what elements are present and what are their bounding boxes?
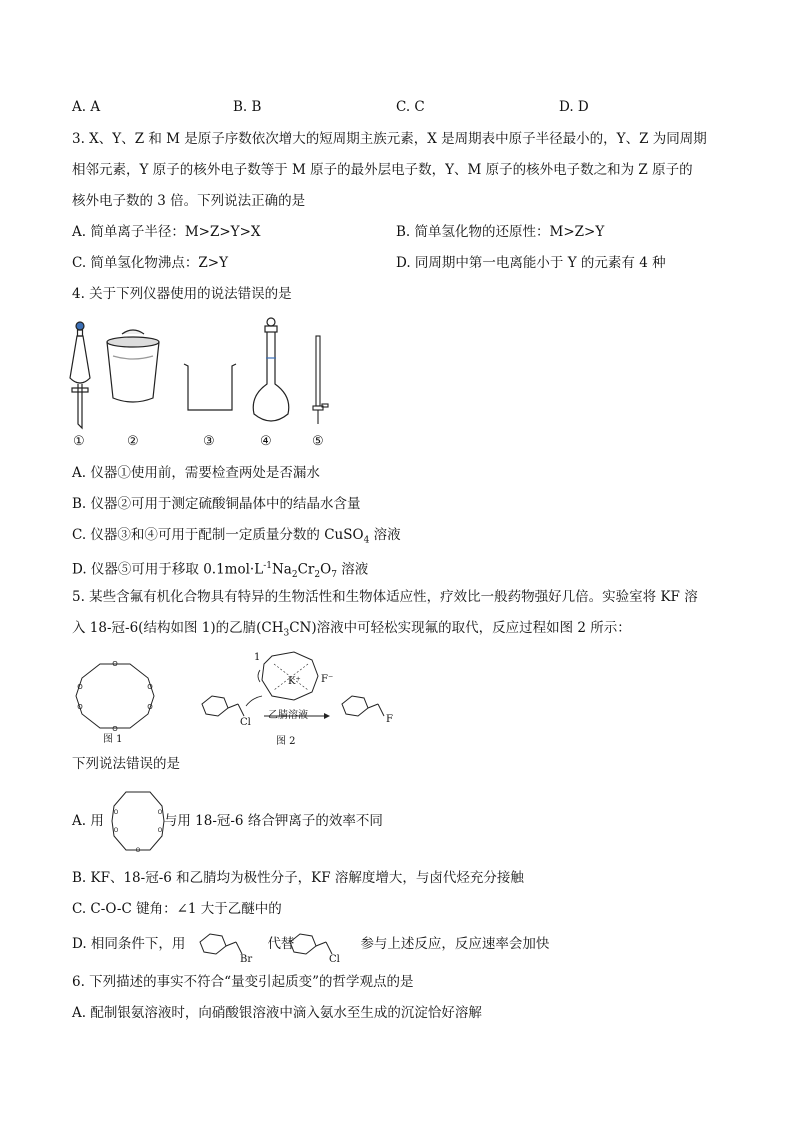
q6-stem: 6. 下列描述的事实不符合“量变引起质变”的哲学观点的是	[72, 974, 414, 990]
br-atom-label: Br	[240, 954, 253, 965]
reaction-figure-2	[190, 646, 430, 742]
q2-option-d: D. D	[559, 99, 589, 115]
instrument-label-4: ④	[260, 434, 272, 449]
q3-option-b: B. 简单氢化物的还原性：M>Z>Y	[396, 224, 605, 240]
f-ion-label: F⁻	[321, 674, 334, 685]
q3-stem-line-2: 相邻元素，Y 原子的核外电子数等于 M 原子的最外层电子数，Y、M 原子的核外电子数之和为 Z 原子的	[72, 162, 693, 178]
cl-atom-label-2: Cl	[329, 954, 340, 965]
svg-text:O: O	[112, 660, 118, 668]
q5-stem-line-1: 5. 某些含氟有机化合物具有特异的生物活性和生物体适应性，疗效比一般药物强好几倍。实验室将 KF 溶	[72, 589, 698, 605]
q3-stem-line-3: 核外电子数的 3 倍。下列说法正确的是	[72, 193, 306, 209]
q5-option-d: D. 相同条件下，用 代替 参与上述反应，反应速率会加快	[72, 936, 550, 952]
q5-option-b: B. KF、18-冠-6 和乙腈均为极性分子，KF 溶解度增大，与卤代烃充分接触	[72, 870, 524, 886]
q2-option-c: C. C	[396, 99, 425, 115]
svg-text:O: O	[113, 809, 119, 816]
q3-stem-line-1: 3. X、Y、Z 和 M 是原子序数依次增大的短周期主族元素，X 是周期表中原子半径最小的，Y、Z 为同周期	[72, 131, 707, 147]
crown-ether-inline-figure	[108, 786, 168, 856]
svg-text:O: O	[157, 827, 163, 834]
instrument-label-5: ⑤	[312, 434, 324, 449]
svg-text:O: O	[113, 827, 119, 834]
instrument-label-1: ①	[73, 434, 85, 449]
instrument-label-3: ③	[203, 434, 215, 449]
volumetric-flask-icon	[253, 318, 289, 421]
cl-atom-label: Cl	[240, 717, 251, 728]
q2-option-a: A. A	[72, 99, 101, 115]
svg-text:O: O	[135, 847, 141, 854]
q5-stem-line-2: 入 18-冠-6(结构如图 1)的乙腈$(CH_3CN)$溶液中可轻松实现氟的取代，反应过程如图 2 所示：	[72, 620, 631, 639]
figure-2-caption: 图 2	[276, 736, 296, 747]
separatory-funnel-icon	[70, 322, 90, 428]
q3-option-c: C. 简单氢化物沸点：Z>Y	[72, 255, 229, 271]
f-product-label: F	[386, 714, 393, 725]
q6-option-a: A. 配制银氨溶液时，向硝酸银溶液中滴入氨水至生成的沉淀恰好溶解	[72, 1005, 482, 1021]
q3-option-d: D. 同周期中第一电离能小于 Y 的元素有 4 种	[396, 255, 666, 271]
q4-option-c: C. 仪器③和④可用于配制一定质量分数的 CuSO$_4$ 溶液	[72, 527, 401, 546]
burette-icon	[313, 336, 328, 424]
instruments-figure	[60, 316, 350, 436]
q5-sub-stem: 下列说法错误的是	[72, 756, 180, 772]
figure-1-caption: 图 1	[103, 734, 123, 745]
crown-ether-figure-1	[70, 656, 160, 736]
q4-option-a: A. 仪器①使用前，需要检查两处是否漏水	[72, 465, 320, 481]
q4-stem: 4. 关于下列仪器使用的说法错误的是	[72, 286, 292, 302]
q5-option-c: C. C-O-C 键角：∠1 大于乙醚中的	[72, 901, 282, 917]
benzyl-bromide-structure	[196, 928, 276, 964]
angle-1-label: 1	[254, 652, 261, 663]
solvent-label: 乙腈溶液	[268, 710, 308, 721]
svg-text:O: O	[112, 725, 118, 733]
beaker-icon	[184, 364, 236, 410]
crucible-icon	[107, 330, 159, 402]
svg-text:O: O	[147, 703, 153, 711]
q5-option-a: A. 用 与用 18-冠-6 络合钾离子的效率不同	[72, 813, 383, 829]
q4-option-b: B. 仪器②可用于测定硫酸铜晶体中的结晶水含量	[72, 496, 361, 512]
benzyl-chloride-structure	[286, 928, 356, 964]
svg-text:O: O	[147, 683, 153, 691]
svg-text:O: O	[157, 809, 163, 816]
q4-option-d: D. 仪器⑤可用于移取 $0.1mol\cdot L^{-1}Na_2Cr_2O_7$ 溶液	[72, 561, 369, 581]
svg-text:O: O	[77, 703, 83, 711]
q2-option-b: B. B	[233, 99, 262, 115]
q3-option-a: A. 简单离子半径：M>Z>Y>X	[72, 224, 261, 240]
svg-text:O: O	[77, 683, 83, 691]
instrument-label-2: ②	[127, 434, 139, 449]
k-ion-label: K⁺	[288, 676, 301, 687]
